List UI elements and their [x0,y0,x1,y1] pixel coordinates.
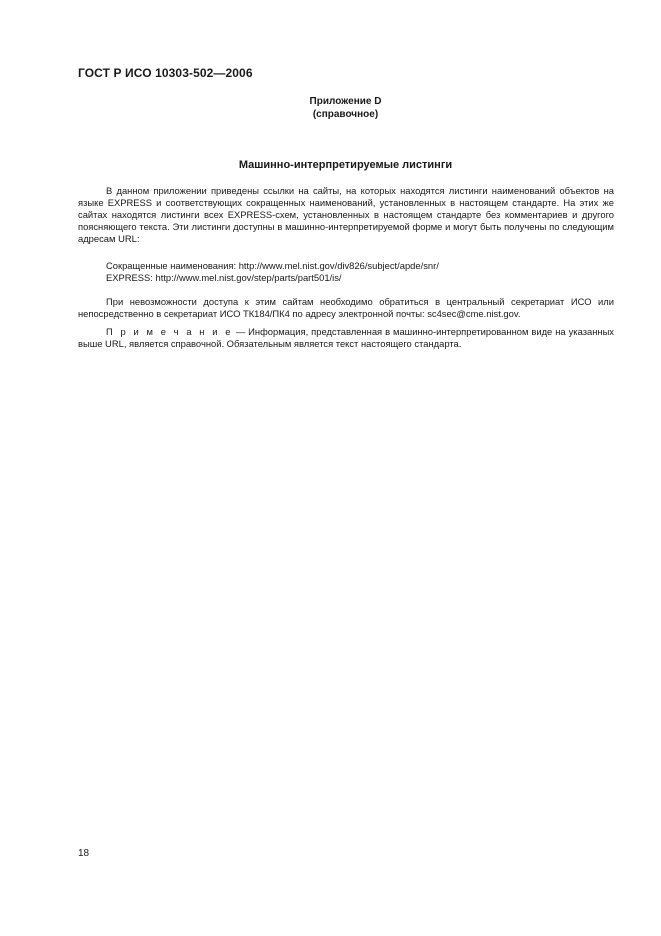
short-names-url[interactable]: Сокращенные наименования: http://www.mel.nist.gov/div826/subject/apde/snr/ [106,260,439,271]
note-text: — Информация, представленная в машинно-интерпретированном виде на указанных выше URL, является справочной. Обязательным является текст настоящего стандарта. [78,326,614,350]
note [78,326,614,350]
intro-paragraph [78,185,614,245]
annex-heading [0,95,661,121]
intro-text: В данном приложении приведены ссылки на сайты, на которых находятся листинги наименований объектов на языке EXPRESS и соответствующих сокращенных наименований, установленных в настоящем стандарте. На этих же сайтах находятся листинги всех EXPRESS-схем, установленных в настоящем стандарте без комментариев и другого поясняющего текста. Эти листинги доступны в машинно-интерпретируемой форме и могут быть получены по следующим адресам URL: [78,185,614,245]
contact-paragraph [78,296,614,320]
annex-subtitle: (справочное) [312,109,379,120]
note-label: П р и м е ч а н и е [106,326,233,337]
page-number: 18 [78,848,90,859]
annex-title: Приложение D [309,96,382,107]
url-list [106,260,439,284]
standard-identifier: ГОСТ Р ИСО 10303-502—2006 [78,66,253,80]
express-url[interactable]: EXPRESS: http://www.mel.nist.gov/step/parts/part501/is/ [106,272,342,284]
section-title: Машинно-интерпретируемые листинги [238,159,453,171]
contact-text: При невозможности доступа к этим сайтам необходимо обратиться в центральный секретариат ИСО или непосредственно в секретариат ИСО ТК184/ПК4 по адресу электронной почты: sc4sec@cme.nist.gov. [78,296,614,320]
note-paragraph [78,326,614,350]
